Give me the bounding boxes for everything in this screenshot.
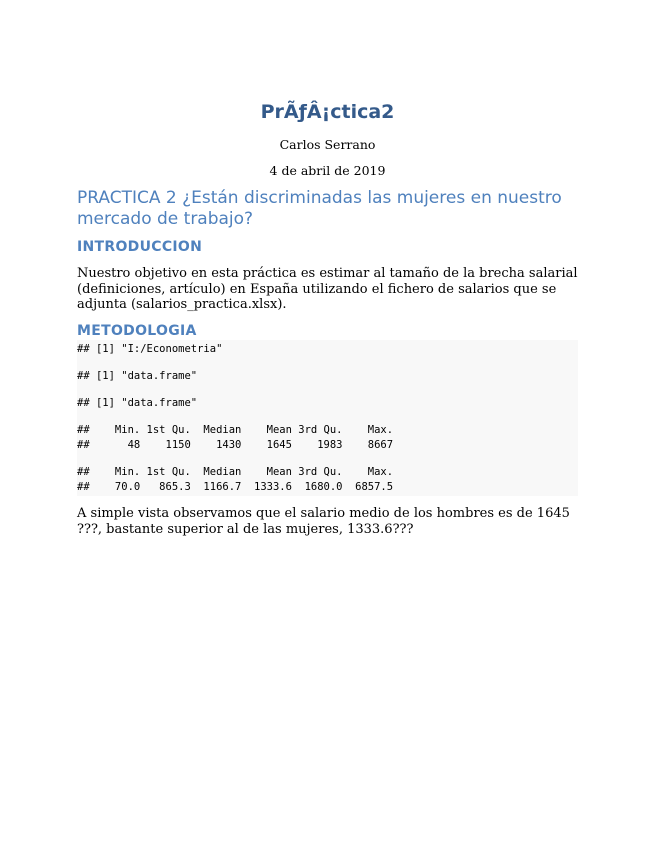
code-output-line: ## Min. 1st Qu. Median Mean 3rd Qu. Max. [77, 424, 400, 436]
code-output-line: ## [1] "I:/Econometria" [77, 343, 223, 355]
intro-heading: INTRODUCCION [77, 239, 203, 255]
code-output-line: ## 48 1150 1430 1645 1983 8667 [77, 439, 400, 451]
code-output-block [77, 340, 578, 496]
conclusion-paragraph: A simple vista observamos que el salario medio de los hombres es de 1645 ???, bastante superior al de las mujeres, 1333.6??? [77, 506, 570, 537]
method-heading: METODOLOGIA [77, 323, 197, 339]
code-output-line: ## [1] "data.frame" [77, 370, 198, 382]
code-output-line: ## [1] "data.frame" [77, 397, 198, 409]
main-heading: PRACTICA 2 ¿Están discriminadas las mujeres en nuestro mercado de trabajo? [77, 188, 562, 229]
intro-paragraph: Nuestro objetivo en esta práctica es estimar al tamaño de la brecha salarial (definiciones, artículo) en España utilizando el fichero de salarios que se adjunta (salarios_practica.xlsx). [77, 266, 578, 312]
document-date: 4 de abril de 2019 [269, 163, 386, 178]
code-output-line: ## 70.0 865.3 1166.7 1333.6 1680.0 6857.5 [77, 481, 400, 493]
document-author: Carlos Serrano [279, 137, 376, 152]
document-title: PrÃƒÂ¡ctica2 [260, 101, 395, 123]
code-output-line: ## Min. 1st Qu. Median Mean 3rd Qu. Max. [77, 466, 400, 478]
